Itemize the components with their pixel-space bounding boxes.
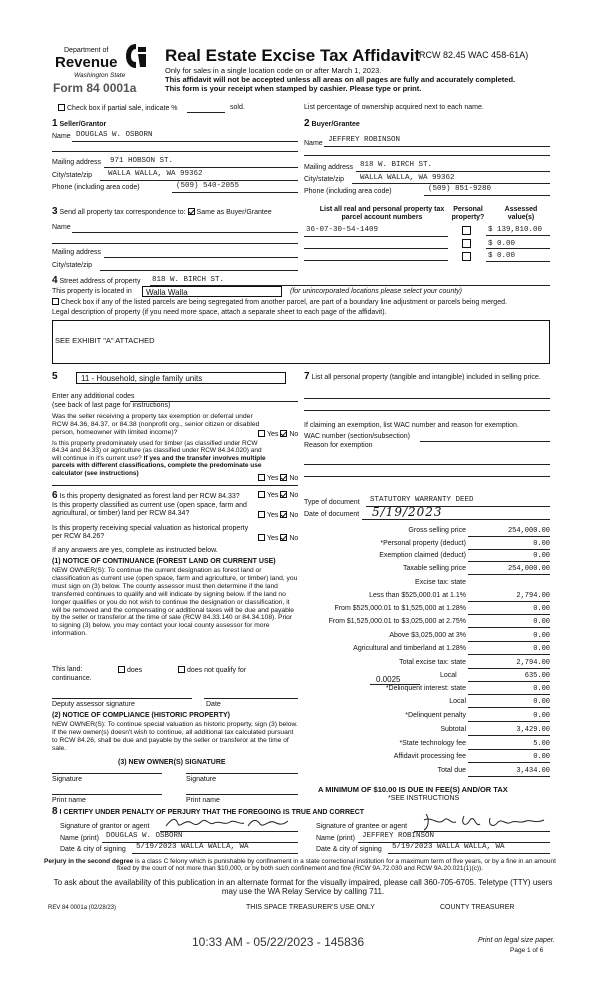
- rcw-citation: (RCW 82.45 WAC 458-61A): [416, 50, 529, 60]
- tax-label-r6: Less than $525,000.01 at 1.1%: [369, 592, 466, 599]
- parcel-header-2: parcel account numbers: [341, 214, 423, 222]
- treasurer-use-label: THIS SPACE TREASURER'S USE ONLY: [246, 904, 375, 911]
- legal-paper-note: Print on legal size paper.: [478, 937, 555, 944]
- exemption-no-checkbox[interactable]: [280, 430, 287, 437]
- tax-label-r19: Total due: [437, 767, 466, 774]
- tax-value-v4[interactable]: 254,000.00: [507, 565, 550, 573]
- personal-header-2: property?: [451, 214, 485, 222]
- forest-yes-label: Yes: [267, 492, 279, 499]
- county-value: Walla Walla: [146, 288, 188, 297]
- owner-print-name-1: Print name: [52, 797, 86, 804]
- doc-type-label: Type of document: [304, 499, 360, 506]
- doc-date-label: Date of document: [304, 511, 360, 518]
- tax-label-r9: Above $3,025,000 at 3%: [389, 632, 466, 639]
- buyer-city-label: City/state/zip: [304, 176, 345, 183]
- forest-answer: [258, 491, 298, 500]
- perjury-bold: Perjury in the second degree: [44, 858, 134, 865]
- header-note-2: This affidavit will not be accepted unless all areas on all pages are fully and accurately completed.: [165, 75, 516, 84]
- street-label: Street address of property: [59, 278, 141, 285]
- tax-label-r2: *Personal property (deduct): [380, 540, 466, 547]
- current-use-answer: [258, 511, 298, 520]
- buyer-heading: [304, 118, 360, 130]
- does-not-label: does not qualify for: [187, 667, 247, 674]
- revenue-logo-text: Revenue: [55, 54, 118, 71]
- doc-type[interactable]: STATUTORY WARRANTY DEED: [370, 496, 474, 504]
- exemption-yes-label: Yes: [267, 431, 279, 438]
- notice-compliance-text: NEW OWNER(S): To continue special valuation as historic property, sign (3) below. If the new owner(s) doesn't wish to continue, all additional tax calculated pursuant to RCW 84.26, shall be due and payable by the seller or transferor at the time of sale.: [52, 721, 298, 752]
- seller-city[interactable]: WALLA WALLA, WA 99362: [108, 170, 203, 178]
- grantor-name-label: Name (print): [60, 835, 99, 842]
- county-select[interactable]: [142, 286, 282, 297]
- does-option: [118, 666, 142, 675]
- seller-num: 1: [52, 118, 58, 129]
- tax-value-v11[interactable]: 2,794.00: [516, 659, 550, 667]
- seller-heading: [52, 118, 106, 130]
- grantor-name[interactable]: DOUGLAS W. OSBORN: [106, 832, 183, 840]
- tax-label-r11: Total excise tax: state: [399, 659, 466, 666]
- certify-text: I CERTIFY UNDER PENALTY OF PERJURY THAT THE FOREGOING IS TRUE AND CORRECT: [59, 809, 365, 816]
- tax-label-r14: Local: [449, 698, 466, 705]
- exemption-yes-checkbox[interactable]: [258, 430, 265, 437]
- ownership-pct-note: List percentage of ownership acquired next to each name.: [304, 104, 484, 111]
- grantor-signature-image[interactable]: [164, 814, 294, 832]
- grantee-date-city[interactable]: 5/19/2023 WALLA WALLA, WA: [392, 843, 505, 851]
- segregation-label: Check box if any of the listed parcels are being segregated from another parcel, are part of a boundary line adjustment or parcels being merged.: [61, 299, 507, 306]
- tax-value-v14[interactable]: 0.00: [533, 698, 550, 706]
- deputy-date-label: Date: [206, 701, 221, 708]
- doc-date[interactable]: 5/19/2023: [372, 505, 443, 519]
- continuance-label: continuance.: [52, 675, 92, 682]
- tax-label-r13: *Delinquent interest: state: [385, 685, 466, 692]
- tax-label-r5: Excise tax: state: [415, 579, 466, 586]
- owner-signature-label-2: Signature: [186, 776, 216, 783]
- current-use-yes-checkbox[interactable]: [258, 511, 265, 518]
- forest-no-checkbox[interactable]: [280, 491, 287, 498]
- timber-question: [52, 440, 266, 477]
- see-instructions-note: *SEE INSTRUCTIONS: [388, 795, 460, 802]
- buyer-num: 2: [304, 118, 310, 129]
- grantee-signature-image[interactable]: [420, 812, 550, 832]
- notice-continuance-title: (1) NOTICE OF CONTINUANCE (FOREST LAND OR CURRENT USE): [52, 558, 276, 565]
- assessed-value-2[interactable]: $ 0.00: [488, 240, 516, 248]
- codes-instruction: (see back of last page for instructions): [52, 402, 171, 409]
- buyer-phone[interactable]: (509) 851-9280: [428, 185, 492, 193]
- seller-address-label: Mailing address: [52, 159, 102, 166]
- header-note-1: Only for sales in a single location code on or after March 1, 2023.: [165, 66, 382, 75]
- sec3-text: Send all property tax correspondence to:: [59, 209, 186, 216]
- partial-sale-label: Check box if partial sale, indicate %: [67, 105, 178, 112]
- timber-yes-label: Yes: [267, 475, 279, 482]
- historic-no-label: No: [289, 535, 299, 542]
- grantor-date-city[interactable]: 5/19/2023 WALLA WALLA, WA: [136, 843, 249, 851]
- current-use-question: Is this property classified as current use (open space, farm and agricultural, or timber) land per RCW 84.34?: [52, 502, 247, 518]
- buyer-name[interactable]: JEFFREY ROBINSON: [328, 136, 401, 144]
- current-use-no-checkbox[interactable]: [280, 511, 287, 518]
- same-as-buyer-label: Same as Buyer/Grantee: [196, 209, 272, 216]
- parcel-number-1[interactable]: 36-07-30-54-1409: [306, 226, 379, 234]
- historic-answer: [258, 534, 298, 543]
- page-title: Real Estate Excise Tax Affidavit: [165, 46, 421, 65]
- tax-value-v6[interactable]: 2,794.00: [516, 592, 550, 600]
- assessed-value-3[interactable]: $ 0.00: [488, 252, 516, 260]
- new-owner-sig-title: (3) NEW OWNER(S) SIGNATURE: [118, 759, 226, 766]
- sec4-street-row: [52, 275, 140, 287]
- tax-value-v7[interactable]: 0.00: [533, 605, 550, 613]
- tax-value-v3[interactable]: 0.00: [533, 552, 550, 560]
- timber-no-checkbox[interactable]: [280, 474, 287, 481]
- sec7-num: 7: [304, 371, 310, 382]
- timber-yes-checkbox[interactable]: [258, 474, 265, 481]
- tax-value-v13[interactable]: 0.00: [533, 685, 550, 693]
- historic-no-checkbox[interactable]: [280, 534, 287, 541]
- forest-yes-checkbox[interactable]: [258, 491, 265, 498]
- timber-no-label: No: [289, 475, 299, 482]
- assessed-header: [496, 206, 546, 222]
- personal-header-1: Personal: [453, 206, 483, 213]
- historic-yes-label: Yes: [267, 535, 279, 542]
- historic-yes-checkbox[interactable]: [258, 534, 265, 541]
- header-note-3: [165, 85, 421, 94]
- does-not-option: [178, 666, 246, 675]
- personal-checkbox-2[interactable]: [462, 239, 471, 248]
- grantee-name-label: Name (print): [316, 835, 355, 842]
- form-number: Form 84 0001a: [53, 81, 137, 95]
- tax-value-v9[interactable]: 0.00: [533, 632, 550, 640]
- tax-value-v1[interactable]: 254,000.00: [507, 527, 550, 535]
- tax-value-v18[interactable]: 0.00: [533, 753, 550, 761]
- sec8-num: 8: [52, 806, 58, 817]
- tax-label-r4: Taxable selling price: [402, 565, 466, 572]
- land-use-value: 11 - Household, single family units: [81, 374, 203, 383]
- sec3-heading: [52, 206, 272, 218]
- assessed-header-2: value(s): [507, 214, 535, 222]
- current-use-no-label: No: [289, 512, 299, 519]
- seller-address[interactable]: 971 HOBSON ST.: [110, 157, 174, 165]
- does-checkbox[interactable]: [118, 666, 125, 673]
- tax-value-v8[interactable]: 0.00: [533, 618, 550, 626]
- sec5-num: 5: [52, 371, 58, 382]
- owner-print-name-2: Print name: [186, 797, 220, 804]
- timber-question-text: Is this property predominately used for timber (as classified under RCW 84.34 and 84.33) or agriculture (as classified under RCW 84.34.020) and will continue in it's current use?: [52, 440, 262, 462]
- receipt-stamp: 10:33 AM - 05/22/2023 - 145836: [192, 935, 365, 949]
- buyer-address[interactable]: 818 W. BIRCH ST.: [360, 161, 433, 169]
- county-label: This property is located in: [52, 288, 132, 295]
- if-any-note: If any answers are yes, complete as instructed below.: [52, 547, 218, 554]
- tax-label-r15: *Delinquent penalty: [405, 712, 466, 719]
- perjury-text: is a class C felony which is punishable by confinement in a state correctional institution for a maximum term of five years, or by a fine in an amount fixed by the court of not more than $10,000, or by both such confinement and fine (RCW 9A.72.030 and RCW 9A.20.021(1)(c)).: [116, 858, 556, 873]
- sec3-num: 3: [52, 206, 58, 217]
- street-address[interactable]: 818 W. BIRCH ST.: [152, 276, 225, 284]
- tax-label-r10: Agricultural and timberland at 1.28%: [353, 645, 466, 652]
- exemption-question: Was the seller receiving a property tax exemption or deferral under RCW 84.36, 84.37, or 84.38 (nonprofit org., senior citizen or disabled person, homeowner with limited income)?: [52, 413, 260, 436]
- segregation-checkbox[interactable]: [52, 298, 59, 305]
- washington-state-label: Washington State: [74, 72, 126, 79]
- legal-label: Legal description of property (if you need more space, attach a separate sheet to each page of the affidavit).: [52, 309, 387, 316]
- timber-answer: [258, 474, 298, 483]
- does-label: does: [127, 667, 143, 674]
- legal-description: SEE EXHIBIT "A" ATTACHED: [55, 336, 155, 345]
- grantee-signature-label: Signature of grantee or agent: [316, 823, 408, 830]
- tax-label-r7: From $525,000.01 to $1,525,000 at 1.28%: [334, 605, 466, 612]
- sec3-name-label: Name: [52, 224, 71, 231]
- grantee-date-label: Date & city of signing: [316, 846, 382, 853]
- notice-compliance-title: (2) NOTICE OF COMPLIANCE (HISTORIC PROPERTY): [52, 712, 230, 719]
- sec4-num: 4: [52, 275, 58, 286]
- grantor-signature-label: Signature of grantor or agent: [60, 823, 150, 830]
- revision-code: REV 84 0001a (02/28/23): [48, 905, 117, 911]
- current-use-yes-label: Yes: [267, 512, 279, 519]
- segregation-row: [52, 298, 507, 307]
- seller-title: Seller/Grantor: [59, 121, 107, 128]
- tax-label-r3: Exemption claimed (deduct): [379, 552, 466, 559]
- tax-value-v16[interactable]: 3,429.00: [516, 726, 550, 734]
- forest-question: [52, 490, 240, 502]
- seller-name-label: Name: [52, 133, 71, 140]
- tax-label-r1: Gross selling price: [408, 527, 466, 534]
- wac-label: WAC number (section/subsection): [304, 433, 410, 440]
- reason-label: Reason for exemption: [304, 442, 373, 449]
- tax-label-local: Local: [440, 672, 457, 679]
- sec6-num: 6: [52, 490, 58, 501]
- assessed-header-1: Assessed: [504, 206, 538, 213]
- does-not-checkbox[interactable]: [178, 666, 185, 673]
- personal-checkbox-1[interactable]: [462, 226, 471, 235]
- exemption-answer: [258, 430, 298, 439]
- seller-phone[interactable]: (509) 540-2055: [176, 182, 240, 190]
- notice-continuance-text: NEW OWNER(S): To continue the current designation as forest land or classification as current use (open space, farm and agriculture, or timber) land, you must sign on (3) below. The county assessor must then determine if the land transferred continues to qualify and will indicate by signing below. If the land no longer qualifies or you do not wish to continue the designation or classification, it will be removed and the compensating or additional taxes will be due and payable by the seller or transferor at the time of sale (RCW 84.33.140 or 84.34.108). Prior to signing (3) below, you may contact your local county assessor for more information.: [52, 567, 298, 638]
- grantor-date-label: Date & city of signing: [60, 846, 126, 853]
- this-land-label: This land:: [52, 666, 83, 673]
- dor-logo-icon: [125, 43, 147, 69]
- local-rate[interactable]: 0.0025: [376, 675, 401, 684]
- assessed-value-1[interactable]: $ 139,810.00: [488, 226, 543, 234]
- tax-value-v2[interactable]: 0.00: [533, 540, 550, 548]
- tax-value-v10[interactable]: 0.00: [533, 645, 550, 653]
- tax-label-r18: Affidavit processing fee: [393, 753, 466, 760]
- sec3-address-label: Mailing address: [52, 249, 102, 256]
- additional-codes-label: Enter any additional codes: [52, 393, 135, 400]
- land-use-select[interactable]: [76, 372, 286, 384]
- buyer-address-label: Mailing address: [304, 164, 354, 171]
- sec7-title: List all personal property (tangible and intangible) included in selling price.: [311, 374, 541, 381]
- county-note: (for unincorporated locations please select your county): [290, 288, 462, 295]
- exemption-claim-label: If claiming an exemption, list WAC number and reason for exemption.: [304, 422, 519, 429]
- tax-value-v15[interactable]: 0.00: [533, 712, 550, 720]
- seller-phone-label: Phone (including area code): [52, 184, 140, 191]
- same-as-buyer-checkbox[interactable]: [188, 208, 195, 215]
- seller-name[interactable]: DOUGLAS W. OSBORN: [76, 131, 153, 139]
- personal-property-label: [304, 371, 552, 383]
- exemption-no-label: No: [289, 431, 299, 438]
- sec3-city-label: City/state/zip: [52, 262, 93, 269]
- tax-label-r16: Subtotal: [440, 726, 466, 733]
- tax-label-r8: From $1,525,000.01 to $3,025,000 at 2.75%: [328, 618, 466, 625]
- tax-label-r17: *State technology fee: [399, 740, 466, 747]
- grantee-name[interactable]: JEFFREY ROBINSON: [362, 832, 435, 840]
- forest-question-text: Is this property designated as forest land per RCW 84.33?: [59, 493, 240, 500]
- historic-question: Is this property receiving special valuation as historical property per RCW 84.26?: [52, 525, 249, 541]
- header-note-3-text: This form is your receipt when stamped by cashier. Please type or print.: [165, 84, 422, 93]
- tax-value-v17[interactable]: 5.00: [533, 740, 550, 748]
- sold-label: sold.: [230, 104, 245, 111]
- tax-value-v12[interactable]: 635.00: [524, 672, 550, 680]
- legal-description-box[interactable]: [52, 320, 550, 364]
- buyer-phone-label: Phone (including area code): [304, 188, 392, 195]
- page-number: Page 1 of 6: [510, 947, 544, 954]
- buyer-city[interactable]: WALLA WALLA, WA 99362: [360, 174, 455, 182]
- personal-checkbox-3[interactable]: [462, 252, 471, 261]
- owner-signature-label-1: Signature: [52, 776, 82, 783]
- alt-format-notice: To ask about the availability of this publication in an alternate format for the visually impaired, please call 360-705-6705. Teletype (TTY) users may use the WA Relay Service by calling 711.: [53, 878, 553, 897]
- timber-question-bold: If yes and the transfer involves multiple parcels with different classifications, complete the predominate use calculator (see instructions): [52, 454, 266, 477]
- tax-value-v19[interactable]: 3,434.00: [516, 767, 550, 775]
- buyer-name-label: Name: [304, 140, 323, 147]
- partial-sale-checkbox[interactable]: [58, 104, 65, 111]
- buyer-title: Buyer/Grantee: [311, 121, 360, 128]
- perjury-notice: [40, 858, 560, 873]
- deputy-signature-label: Deputy assessor signature: [52, 701, 135, 708]
- seller-city-label: City/state/zip: [52, 172, 93, 179]
- minimum-due-note: A MINIMUM OF $10.00 IS DUE IN FEE(S) AND/OR TAX: [318, 785, 508, 794]
- parcel-header-1: List all real and personal property tax: [319, 206, 445, 213]
- personal-header: [450, 206, 486, 222]
- forest-no-label: No: [289, 492, 299, 499]
- county-treasurer-label: COUNTY TREASURER: [440, 904, 515, 911]
- dept-of-label: Department of: [64, 47, 109, 54]
- partial-sale-row: [58, 104, 178, 113]
- parcel-header: [312, 206, 452, 222]
